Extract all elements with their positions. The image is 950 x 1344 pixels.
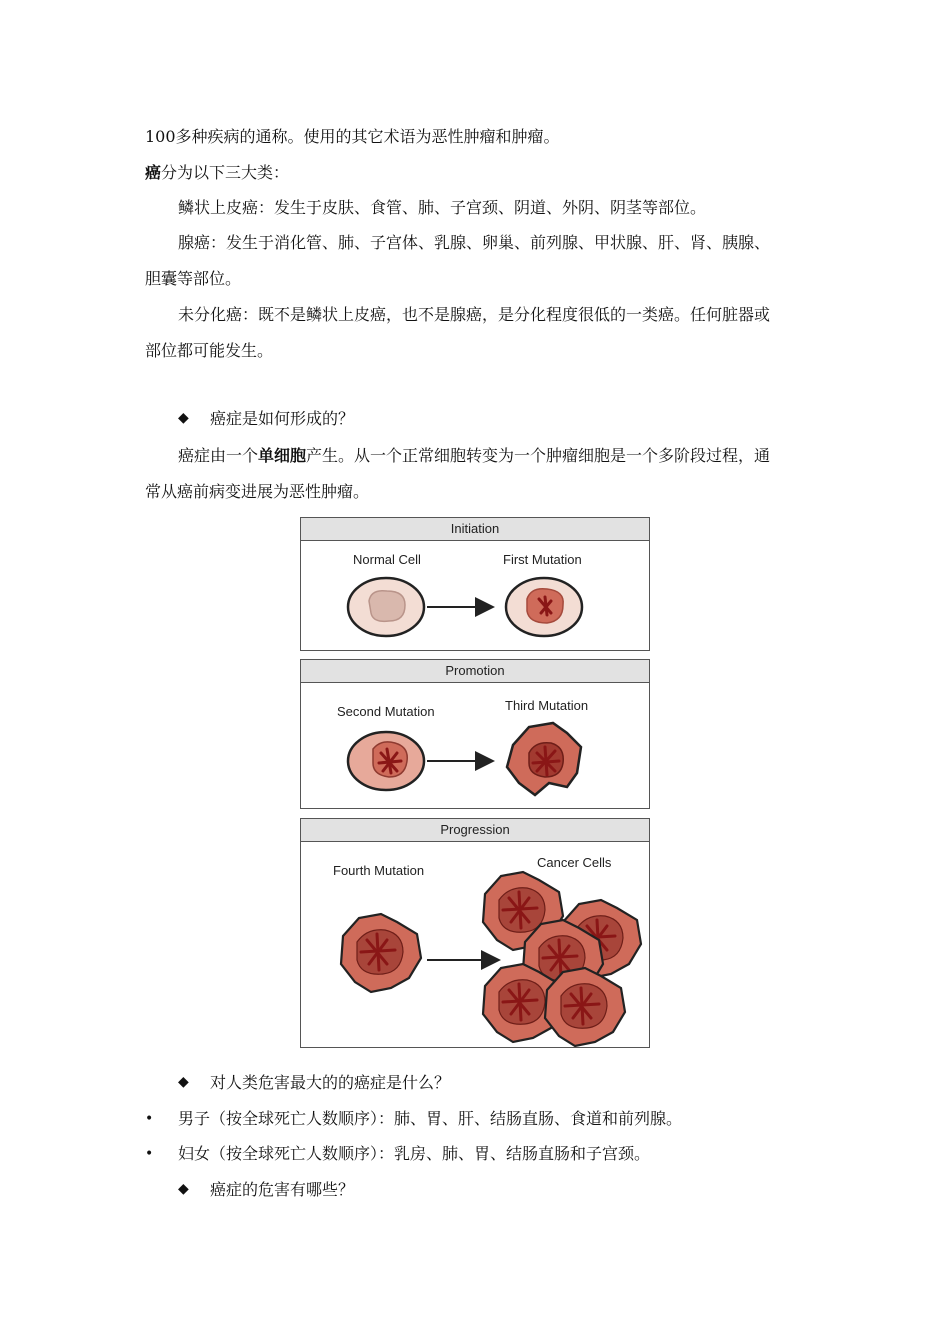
text-women: 妇女（按全球死亡人数顺序）：乳房、肺、胃、结肠直肠和子宫颈。 [178,1144,651,1163]
fourth-mutation-cell [341,914,421,992]
diamond-bullet-icon: ◆ [178,410,189,426]
text-formation-1 [178,446,770,466]
panel-initiation [300,517,650,651]
cancer-cell [545,968,625,1046]
bold-term-single-cell: 单细胞 [258,446,307,465]
text-squamous: 鳞状上皮癌：发生于皮肤、食管、肺、子宫颈、阴道、外阴、阴茎等部位。 [178,198,707,217]
categories-rest: 分为以下三大类： [161,163,290,182]
text-men: 男子（按全球死亡人数顺序）：肺、胃、肝、结肠直肠、食道和前列腺。 [178,1109,683,1128]
normal-nucleus [369,591,405,622]
initiation-illustration [301,541,649,650]
panel-title-progression: Progression [301,819,649,842]
label-first-mutation: First Mutation [503,552,582,567]
panel-promotion [300,659,650,809]
label-second-mutation: Second Mutation [337,704,435,719]
formation-part-a: 癌症由一个 [178,446,259,465]
label-normal-cell: Normal Cell [353,552,421,567]
panel-title-promotion: Promotion [301,660,649,683]
bold-term-cancer: 癌 [145,163,162,182]
bullet-dot-icon: • [145,1111,154,1127]
promotion-illustration [301,683,649,808]
progression-illustration [301,842,649,1047]
question-harms: 癌症的危害有哪些？ [210,1180,355,1199]
text-adeno-2: 胆囊等部位。 [145,269,242,288]
diamond-bullet-icon: ◆ [178,1074,189,1090]
panel-progression [300,818,650,1048]
bullet-dot-icon: • [145,1146,154,1162]
text-formation-2: 常从癌前病变进展为恶性肿瘤。 [145,482,370,501]
text-undiff-1: 未分化癌：既不是鳞状上皮癌，也不是腺癌，是分化程度很低的一类癌。任何脏器或 [178,305,771,324]
panel-title-initiation: Initiation [301,518,649,541]
question-most-harmful: 对人类危害最大的的癌症是什么？ [210,1073,451,1092]
label-third-mutation: Third Mutation [505,698,589,713]
label-fourth-mutation: Fourth Mutation [333,863,425,878]
text-line-intro: 100多种疾病的通称。使用的其它术语为恶性肿瘤和肿瘤。 [145,127,560,146]
text-adeno-1: 腺癌：发生于消化管、肺、子宫体、乳腺、卵巢、前列腺、甲状腺、肝、肾、胰腺、 [178,233,771,252]
text-undiff-2: 部位都可能发生。 [145,341,274,360]
diamond-bullet-icon: ◆ [178,1181,189,1197]
label-cancer-cells: Cancer Cells [537,855,612,870]
text-line-categories [145,163,289,183]
question-formation: 癌症是如何形成的？ [210,409,355,428]
formation-part-c: 产生。从一个正常细胞转变为一个肿瘤细胞是一个多阶段过程，通 [306,446,771,465]
